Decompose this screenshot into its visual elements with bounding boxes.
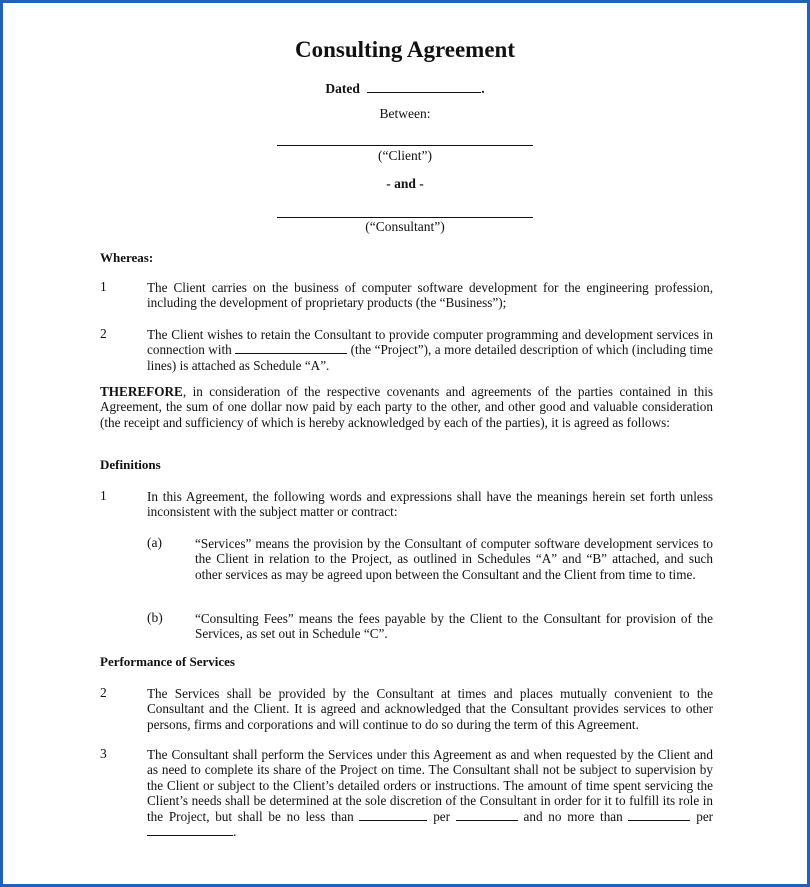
therefore-lead: THEREFORE [100,384,183,399]
consultant-label: (“Consultant”) [365,219,445,234]
dated-label: Dated [325,81,360,96]
therefore-text: , in consideration of the respective covenants and agreements of the parties contained in this Agreement, the sum of one dollar now paid by each party to the other, and other good and valuable consideration (the receipt and sufficiency of which is hereby acknowledged by each of the parties), it is agreed as follows: [100,384,713,430]
document-title: Consulting Agreement [295,37,515,62]
definitions-heading: Definitions [100,457,161,472]
dated-line [3,80,807,97]
recital-text-b: (the “Project”), a more detailed description of which (including time lines) is attached as Schedule “A”. [147,342,714,373]
client-signature-line [277,145,533,146]
consultant-signature-line [277,217,533,218]
performance-text-a: The Consultant shall perform the Services under this Agreement as and when requested by the Client and as need to complete its share of the Project on time. The Consultant shall not be subject to supervision by the Client or subject to the Client’s detailed orders or instructions. The amount of time spent servicing the Client’s needs shall be determined at the sole discretion of the Consultant in order for it to fulfill its role in the Project, but shall be no less than [147,747,713,824]
between-label: Between: [379,106,431,121]
recital-number: 2 [100,326,107,341]
definitions-number: 1 [100,488,107,503]
max-period-blank [147,824,233,836]
definition-label: (b) [147,610,163,625]
and-word: and [523,808,543,824]
performance-number: 3 [100,746,107,761]
per-word: per [433,808,451,824]
per-word: per [696,808,714,824]
project-blank [235,342,347,354]
min-time-blank [359,809,427,821]
max-time-blank [628,809,690,821]
client-label: (“Client”) [378,148,432,163]
performance-text [147,747,713,839]
and-label: - and - [386,176,424,191]
performance-heading: Performance of Services [100,654,235,669]
recital-text: The Client carries on the business of computer software development for the engineering profession, including the development of proprietary products (the “Business”); [147,280,713,311]
therefore-clause [100,384,713,430]
recital-number: 1 [100,279,107,294]
performance-number: 2 [100,685,107,700]
performance-text: The Services shall be provided by the Consultant at times and places mutually convenient to the Consultant and the Client. It is agreed and acknowledged that the Consultant provides services to other persons, firms and corporations and will continue to do so during the term of this Agreement. [147,686,713,732]
recital-text [147,327,713,373]
performance-text-b: no more than [548,808,623,824]
whereas-heading: Whereas: [100,250,154,265]
date-blank [367,80,481,93]
dated-end: . [481,81,485,96]
definition-label: (a) [147,535,162,550]
definition-text: “Consulting Fees” means the fees payable by the Client to the Consultant for provision of the Services, as set out in Schedule “C”. [195,611,713,642]
min-period-blank [456,809,518,821]
performance-end: . [233,824,237,840]
definition-text: “Services” means the provision by the Consultant of computer software development services to the Client in relation to the Project, as outlined in Schedules “A” and “B” attached, and such other services as may be agreed upon between the Consultant and the Client from time to time. [195,536,713,582]
recital-text-a: The Client wishes to retain the Consultant to provide computer programming and development services in connection with [147,327,713,358]
definitions-text: In this Agreement, the following words and expressions shall have the meanings herein set forth unless inconsistent with the subject matter or contract: [147,489,713,520]
